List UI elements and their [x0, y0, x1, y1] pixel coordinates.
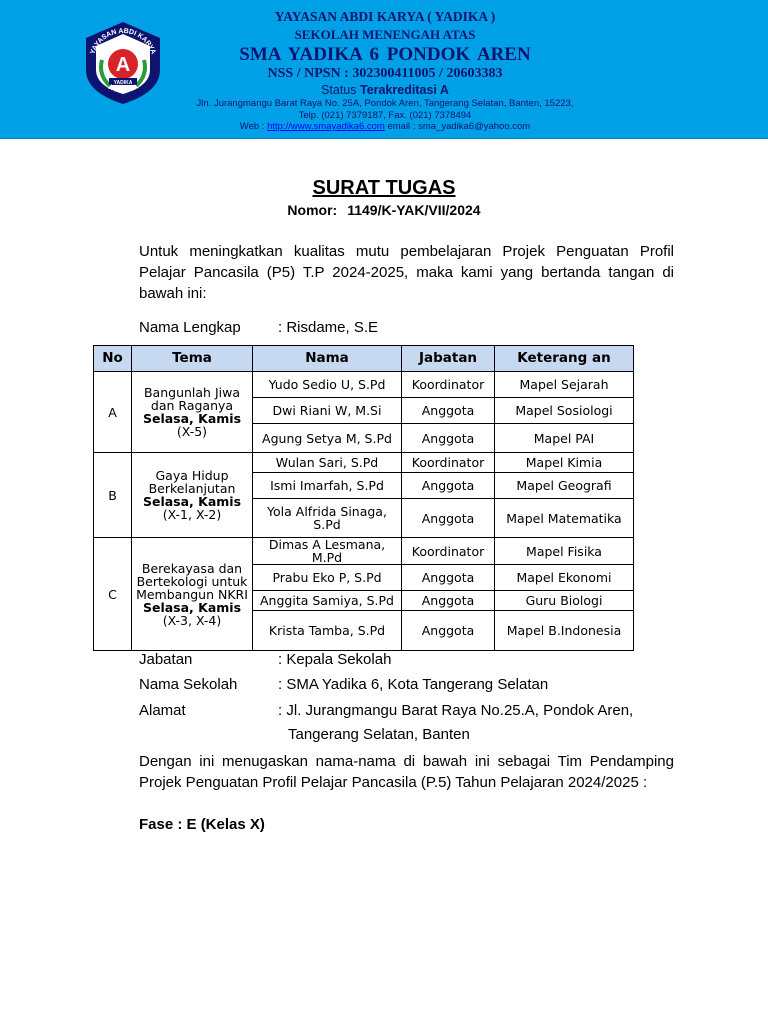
member-note: Mapel Fisika — [495, 538, 634, 565]
table-row — [94, 372, 634, 398]
school-level: SEKOLAH MENENGAH ATAS — [294, 27, 476, 42]
field-label: Nama Lengkap — [139, 319, 241, 336]
number-value: 1149/K-YAK/VII/2024 — [347, 202, 481, 218]
status-prefix: Status — [321, 83, 357, 97]
tema-class: (X-3, X-4) — [162, 612, 222, 628]
member-role: Anggota — [402, 424, 495, 453]
table-row — [94, 453, 634, 473]
tema-day: Selasa, Kamis — [142, 599, 242, 615]
header-nama: Nama — [253, 346, 402, 372]
school-logo-icon — [80, 20, 166, 106]
letterhead — [0, 0, 768, 139]
field-value: : SMA Yadika 6, Kota Tangerang Selatan — [278, 676, 549, 693]
member-role: Koordinator — [402, 372, 495, 398]
member-name: Dimas A Lesmana, M.Pd — [253, 538, 402, 565]
web-label: Web : — [239, 121, 265, 132]
member-role: Anggota — [402, 565, 495, 591]
tema-day: Selasa, Kamis — [142, 411, 242, 426]
group-no: A — [94, 372, 132, 453]
member-role: Koordinator — [402, 453, 495, 473]
member-note: Mapel PAI — [495, 424, 634, 453]
status-value: Terakreditasi A — [359, 83, 449, 97]
school-phone: Telp. (021) 7379187, Fax. (021) 7378494 — [298, 110, 472, 121]
field-label: Jabatan — [139, 651, 193, 668]
foundation-name: YAYASAN ABDI KARYA ( YADIKA ) — [274, 9, 496, 24]
member-role: Anggota — [402, 591, 495, 611]
field-value: : Risdame, S.E — [278, 319, 379, 336]
header-jabatan: Jabatan — [402, 346, 495, 372]
member-role: Anggota — [402, 473, 495, 499]
tema-class: (X-5) — [176, 424, 208, 439]
table-header-row — [94, 346, 634, 372]
member-name: Krista Tamba, S.Pd — [253, 611, 402, 651]
member-role: Anggota — [402, 611, 495, 651]
member-note: Mapel Sejarah — [495, 372, 634, 398]
logo-letter: A — [115, 54, 131, 76]
member-note: Guru Biologi — [495, 591, 634, 611]
member-name: Agung Setya M, S.Pd — [253, 424, 402, 453]
logo-bottom-text: JAKARTA — [106, 83, 140, 95]
field-sekolah — [139, 675, 548, 695]
member-role: Anggota — [402, 398, 495, 424]
logo-top-text: YAYASAN ABDI KARYA — [89, 27, 157, 56]
number-label: Nomor: — [287, 202, 338, 218]
member-name: Ismi Imarfah, S.Pd — [253, 473, 402, 499]
group-no: B — [94, 453, 132, 538]
school-address: Jln. Jurangmangu Barat Raya No. 25A, Pondok Aren, Tangerang Selatan, Banten, 15223, — [196, 98, 574, 109]
field-label: Alamat — [139, 702, 186, 719]
closing-paragraph: Dengan ini menugaskan nama-nama di bawah ini sebagai Tim Pendamping Projek Penguatan Profil Pelajar Pancasila (P.5) Tahun Pelajaran 2024/2025 : — [139, 753, 674, 791]
tema-class: (X-1, X-2) — [162, 507, 222, 522]
logo-ribbon: YADIKA — [113, 80, 133, 86]
tema-title: Berekayasa dan Bertekologi untuk Membangun NKRI — [136, 560, 248, 602]
document-title: SURAT TUGAS — [312, 177, 456, 199]
field-nama — [139, 318, 378, 338]
member-name: Yola Alfrida Sinaga, S.Pd — [253, 499, 402, 538]
school-web — [180, 121, 590, 132]
tema-title: Gaya Hidup Berkelanjutan — [148, 468, 236, 496]
intro-paragraph: Untuk meningkatkan kualitas mutu pembelajaran Projek Penguatan Profil Pelajar Pancasila (P5) T.P 2024-2025, maka kami yang bertanda tangan di bawah ini: — [139, 243, 674, 302]
fase-label: Fase : E (Kelas X) — [139, 816, 265, 833]
member-name: Anggita Samiya, S.Pd — [253, 591, 402, 611]
header-keterangan: Keterang an — [495, 346, 634, 372]
member-name: Dwi Riani W, M.Si — [253, 398, 402, 424]
group-no: C — [94, 538, 132, 651]
field-jabatan — [139, 650, 391, 670]
member-note: Mapel B.Indonesia — [495, 611, 634, 651]
member-name: Yudo Sedio U, S.Pd — [253, 372, 402, 398]
header-tema: Tema — [132, 346, 253, 372]
group-tema — [132, 538, 253, 651]
field-alamat-line2: Tangerang Selatan, Banten — [288, 726, 470, 743]
school-name: SMA YADIKA 6 PONDOK AREN — [239, 44, 531, 65]
team-table — [93, 345, 634, 651]
member-role: Koordinator — [402, 538, 495, 565]
school-email: email : sma_yadika6@yahoo.com — [387, 121, 531, 132]
member-name: Wulan Sari, S.Pd — [253, 453, 402, 473]
table-row — [94, 538, 634, 565]
member-note: Mapel Sosiologi — [495, 398, 634, 424]
tema-day: Selasa, Kamis — [142, 494, 242, 509]
nss-npsn: NSS / NPSN : 302300411005 / 20603383 — [267, 66, 503, 81]
member-note: Mapel Ekonomi — [495, 565, 634, 591]
document-number — [0, 202, 768, 218]
header-no: No — [94, 346, 132, 372]
member-name: Prabu Eko P, S.Pd — [253, 565, 402, 591]
website-link[interactable]: http://www.smayadika6.com — [267, 121, 385, 132]
group-tema — [132, 372, 253, 453]
field-alamat — [139, 701, 633, 721]
member-role: Anggota — [402, 499, 495, 538]
accreditation-status — [180, 83, 590, 97]
group-tema — [132, 453, 253, 538]
member-note: Mapel Kimia — [495, 453, 634, 473]
member-note: Mapel Geografi — [495, 473, 634, 499]
field-label: Nama Sekolah — [139, 676, 238, 693]
tema-title: Bangunlah Jiwa dan Raganya — [143, 385, 240, 413]
field-value: : Kepala Sekolah — [278, 651, 392, 668]
member-note: Mapel Matematika — [495, 499, 634, 538]
field-value: : Jl. Jurangmangu Barat Raya No.25.A, Pondok Aren, — [278, 702, 634, 719]
